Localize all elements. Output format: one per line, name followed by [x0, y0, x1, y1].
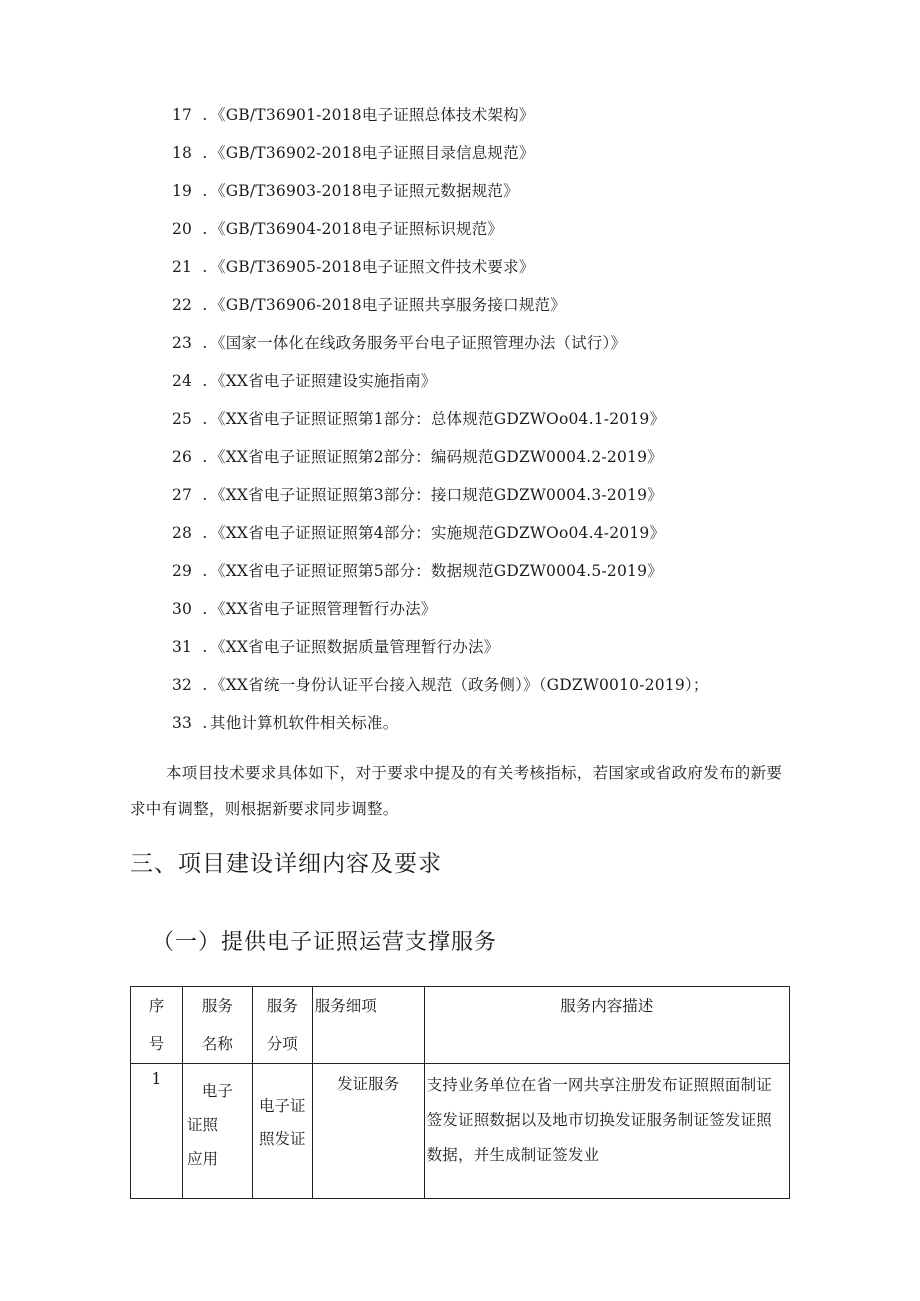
reference-separator: . [202, 410, 208, 428]
reference-separator: . [202, 106, 208, 124]
header-service-name-line1: 服务 [201, 997, 233, 1015]
reference-text: 《GB/T36905-2018电子证照文件技术要求》 [210, 258, 535, 276]
reference-number: 20 [172, 220, 193, 238]
header-index [131, 987, 183, 1064]
reference-text: 《XX省电子证照证照第5部分：数据规范GDZW0004.5-2019》 [210, 562, 663, 580]
reference-separator: . [202, 372, 208, 390]
reference-number: 31 [172, 638, 193, 656]
reference-number: 33 [172, 714, 193, 732]
reference-item [172, 481, 709, 519]
reference-number: 21 [172, 258, 193, 276]
reference-text: 《XX省电子证照数据质量管理暂行办法》 [210, 638, 500, 656]
row-service-description: 支持业务单位在省一网共享注册发布证照照面制证签发证照数据以及地市切换发证服务制证签发证照数据，并生成制证签发业 [424, 1064, 789, 1199]
reference-separator: . [202, 524, 208, 542]
header-index-line2: 号 [148, 1035, 165, 1053]
reference-number: 17 [172, 106, 193, 124]
reference-number: 23 [172, 334, 193, 352]
reference-item [172, 253, 709, 291]
reference-number: 30 [172, 600, 193, 618]
row-service-name [182, 1064, 252, 1199]
reference-item [172, 405, 709, 443]
table-header-row [131, 987, 790, 1064]
reference-list [172, 101, 709, 747]
reference-separator: . [202, 638, 208, 656]
reference-number: 22 [172, 296, 193, 314]
reference-item [172, 291, 709, 329]
reference-number: 24 [172, 372, 193, 390]
subsection-heading: （一）提供电子证照运营支撑服务 [152, 930, 498, 955]
reference-text: 《GB/T36904-2018电子证照标识规范》 [210, 220, 504, 238]
section-heading: 三、项目建设详细内容及要求 [130, 851, 442, 877]
row-service-subitem-line2: 照发证 [259, 1130, 306, 1148]
header-service-detail [312, 987, 424, 1064]
row-service-subitem [252, 1064, 312, 1199]
reference-separator: . [202, 562, 208, 580]
reference-text: 《XX省电子证照证照第1部分：总体规范GDZWOo04.1-2019》 [210, 410, 666, 428]
reference-item [172, 177, 709, 215]
row-index: 1 [131, 1064, 183, 1199]
reference-separator: . [202, 448, 208, 466]
reference-item [172, 557, 709, 595]
row-service-subitem-line1: 电子证 [259, 1097, 306, 1115]
reference-item [172, 443, 709, 481]
reference-text: 其他计算机软件相关标准。 [210, 714, 399, 732]
reference-text: 《GB/T36902-2018电子证照目录信息规范》 [210, 144, 535, 162]
reference-text: 《GB/T36901-2018电子证照总体技术架构》 [210, 106, 535, 124]
reference-separator: . [202, 182, 208, 200]
reference-number: 25 [172, 410, 193, 428]
reference-separator: . [202, 258, 208, 276]
reference-item [172, 709, 709, 747]
reference-item [172, 519, 709, 557]
header-service-subitem-line2: 分项 [266, 1035, 298, 1053]
row-service-name-line3: 应用 [186, 1150, 218, 1168]
header-service-subitem-line1: 服务 [266, 997, 298, 1015]
header-service-subitem [252, 987, 312, 1064]
reference-text: 《XX省统一身份认证平台接入规范（政务侧）》（GDZW0010-2019）； [210, 676, 709, 694]
reference-text: 《GB/T36903-2018电子证照元数据规范》 [210, 182, 519, 200]
requirements-paragraph: 本项目技术要求具体如下，对于要求中提及的有关考核指标，若国家或省政府发布的新要求中有调整，则根据新要求同步调整。 [130, 763, 783, 818]
reference-text: 《XX省电子证照建设实施指南》 [210, 372, 437, 390]
row-service-detail: 发证服务 [312, 1064, 424, 1199]
reference-separator: . [202, 144, 208, 162]
reference-item [172, 329, 709, 367]
reference-separator: . [202, 600, 208, 618]
reference-separator: . [202, 334, 208, 352]
reference-number: 32 [172, 676, 193, 694]
reference-item [172, 633, 709, 671]
reference-separator: . [202, 486, 208, 504]
reference-item [172, 139, 709, 177]
reference-text: 《XX省电子证照证照第3部分：接口规范GDZW0004.3-2019》 [210, 486, 663, 504]
header-service-detail-text: 服务细项 [314, 997, 377, 1015]
header-service-description [424, 987, 789, 1064]
reference-item [172, 595, 709, 633]
header-service-name-line2: 名称 [201, 1035, 233, 1053]
header-service-description-text: 服务内容描述 [560, 997, 654, 1015]
reference-separator: . [202, 714, 208, 732]
reference-text: 《XX省电子证照证照第4部分：实施规范GDZWOo04.4-2019》 [210, 524, 666, 542]
reference-separator: . [202, 676, 208, 694]
reference-number: 27 [172, 486, 193, 504]
header-index-line1: 序 [148, 997, 165, 1015]
reference-number: 28 [172, 524, 193, 542]
service-table [130, 986, 790, 1199]
reference-text: 《XX省电子证照证照第2部分：编码规范GDZW0004.2-2019》 [210, 448, 663, 466]
reference-item [172, 671, 709, 709]
table-row [131, 1064, 790, 1199]
reference-item [172, 101, 709, 139]
reference-separator: . [202, 220, 208, 238]
reference-text: 《国家一体化在线政务服务平台电子证照管理办法（试行）》 [210, 334, 627, 352]
row-service-name-line2: 证照 [186, 1116, 218, 1134]
reference-text: 《XX省电子证照管理暂行办法》 [210, 600, 437, 618]
row-service-name-line1: 电子 [201, 1082, 233, 1100]
reference-separator: . [202, 296, 208, 314]
header-service-name [182, 987, 252, 1064]
reference-item [172, 215, 709, 253]
reference-item [172, 367, 709, 405]
reference-number: 26 [172, 448, 193, 466]
reference-text: 《GB/T36906-2018电子证照共享服务接口规范》 [210, 296, 566, 314]
reference-number: 19 [172, 182, 193, 200]
reference-number: 18 [172, 144, 193, 162]
reference-number: 29 [172, 562, 193, 580]
